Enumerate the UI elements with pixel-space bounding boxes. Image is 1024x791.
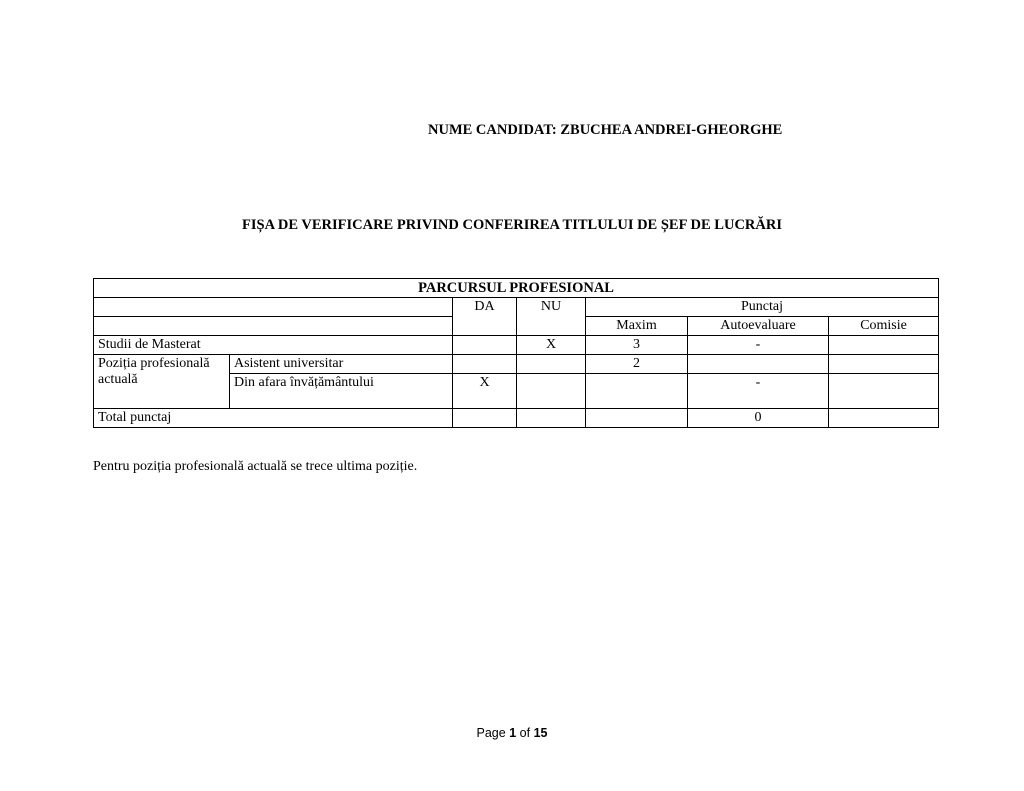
row-total-comisie	[829, 409, 939, 428]
page-number	[0, 726, 1024, 740]
row-masterat-comisie	[829, 336, 939, 355]
page-word: Page	[476, 726, 506, 740]
form-title: FIȘA DE VERIFICARE PRIVIND CONFERIREA TITLULUI DE ȘEF DE LUCRĂRI	[242, 217, 782, 233]
row-asistent-maxim: 2	[586, 355, 688, 374]
header-punctaj: Punctaj	[586, 298, 939, 317]
candidate-name: NUME CANDIDAT: ZBUCHEA ANDREI-GHEORGHE	[428, 122, 783, 138]
row-masterat-da	[453, 336, 517, 355]
row-asistent-autoevaluare	[688, 355, 829, 374]
row-din-afara-autoevaluare: -	[688, 374, 829, 409]
table-title-row	[94, 279, 939, 298]
header-autoevaluare: Autoevaluare	[688, 317, 829, 336]
header-row-1	[94, 298, 939, 317]
header-blank-2	[94, 317, 453, 336]
row-din-afara-da: X	[453, 374, 517, 409]
row-asistent	[94, 355, 939, 374]
row-din-afara-nu	[517, 374, 586, 409]
row-total-autoevaluare: 0	[688, 409, 829, 428]
row-masterat-maxim: 3	[586, 336, 688, 355]
header-maxim: Maxim	[586, 317, 688, 336]
row-total-nu	[517, 409, 586, 428]
row-total	[94, 409, 939, 428]
row-asistent-comisie	[829, 355, 939, 374]
row-masterat-label: Studii de Masterat	[94, 336, 453, 355]
row-pozitie-label: Poziția profesională actuală	[94, 355, 230, 409]
header-comisie: Comisie	[829, 317, 939, 336]
row-asistent-label: Asistent universitar	[230, 355, 453, 374]
row-total-maxim	[586, 409, 688, 428]
row-din-afara-comisie	[829, 374, 939, 409]
professional-path-table	[93, 278, 939, 428]
page-of-word: of	[519, 726, 531, 740]
row-din-afara-label: Din afara învățământului	[230, 374, 453, 409]
row-masterat-nu: X	[517, 336, 586, 355]
row-asistent-nu	[517, 355, 586, 374]
header-blank	[94, 298, 453, 317]
footnote: Pentru poziția profesională actuală se trece ultima poziție.	[93, 459, 418, 474]
page-total: 15	[533, 726, 548, 740]
table-title: PARCURSUL PROFESIONAL	[94, 279, 939, 298]
header-da: DA	[453, 298, 517, 336]
row-total-label: Total punctaj	[94, 409, 453, 428]
row-total-da	[453, 409, 517, 428]
row-masterat	[94, 336, 939, 355]
row-masterat-autoevaluare: -	[688, 336, 829, 355]
page-current: 1	[509, 726, 517, 740]
header-nu: NU	[517, 298, 586, 336]
row-din-afara-maxim	[586, 374, 688, 409]
row-asistent-da	[453, 355, 517, 374]
